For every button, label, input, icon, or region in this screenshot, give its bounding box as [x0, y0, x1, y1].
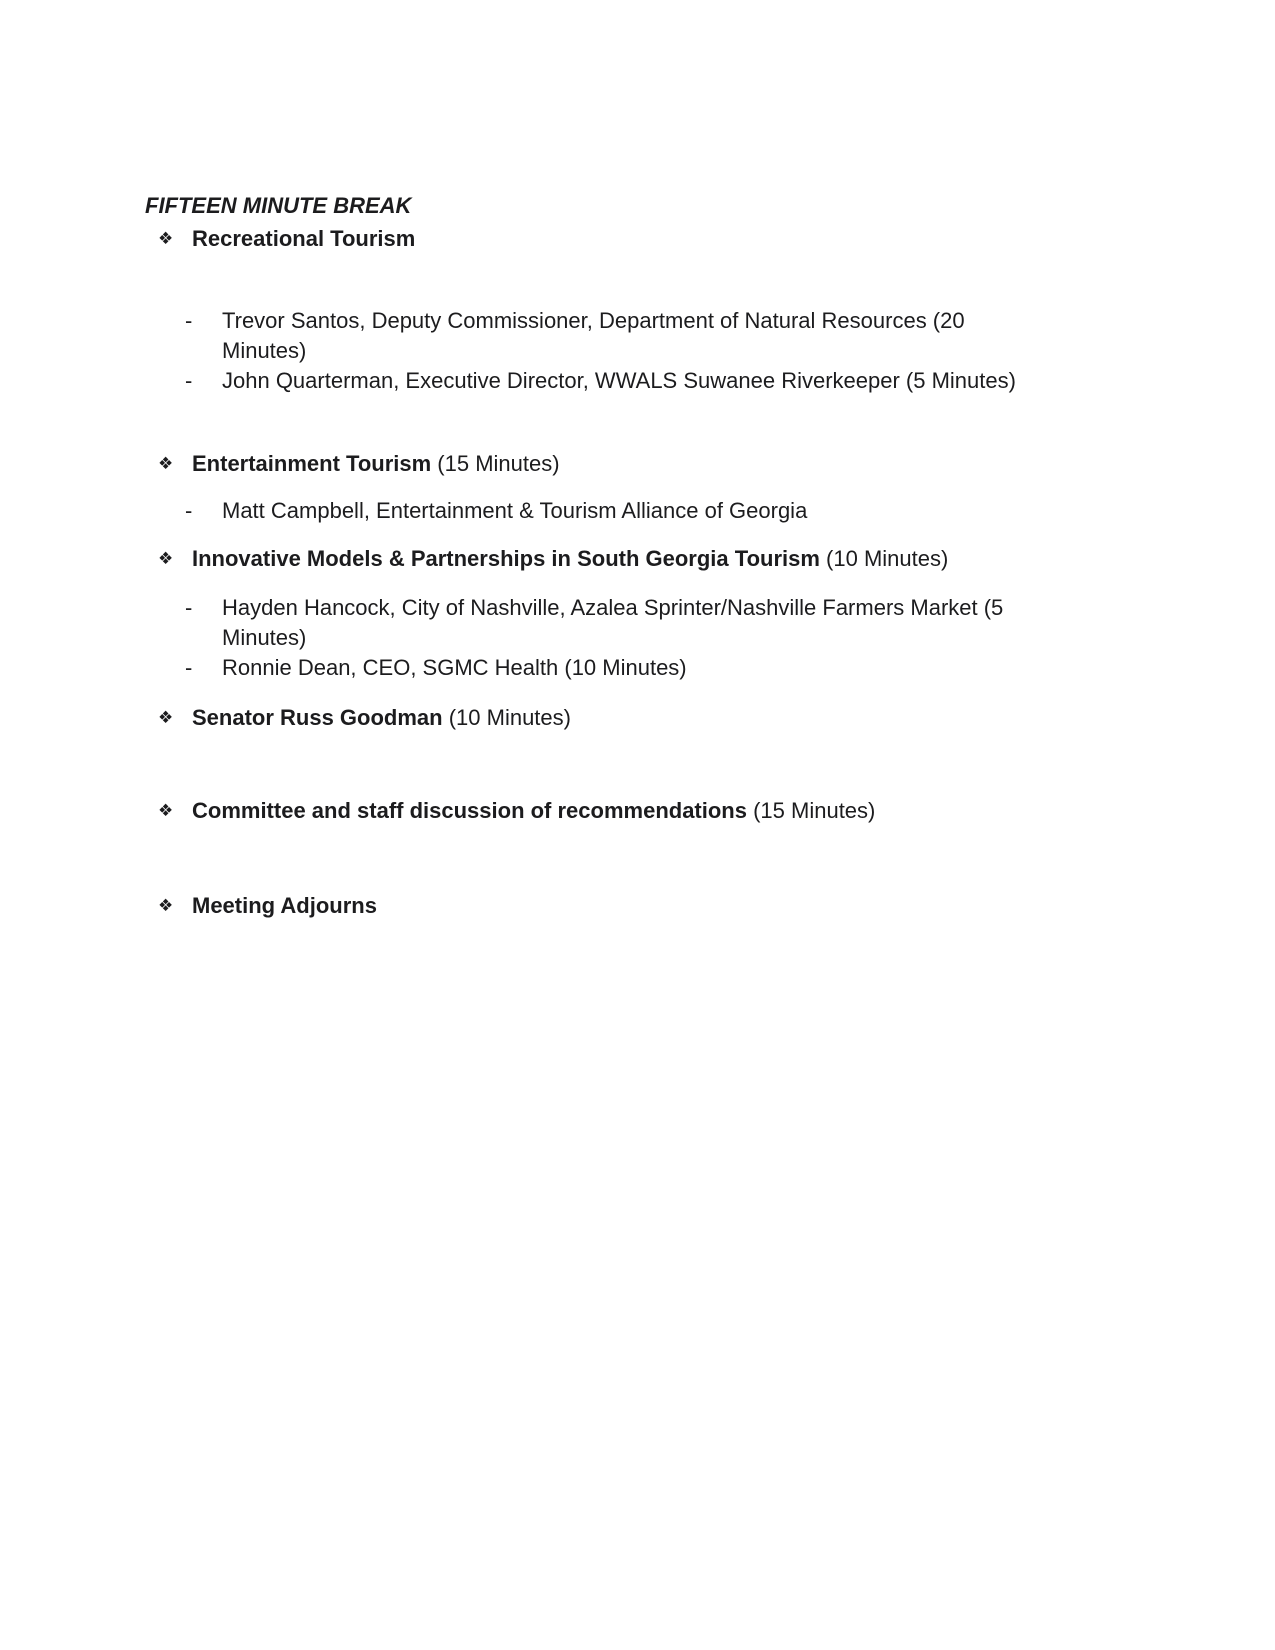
speaker-item — [185, 496, 1175, 526]
diamond-bullet-icon: ❖ — [158, 454, 174, 474]
diamond-bullet-icon: ❖ — [158, 229, 174, 249]
diamond-bullet-icon: ❖ — [158, 549, 174, 569]
speaker-line: John Quarterman, Executive Director, WWALS Suwanee Riverkeeper (5 Minutes) — [222, 368, 1016, 393]
agenda-item-title: Meeting Adjourns — [192, 893, 377, 918]
agenda-item-text — [192, 703, 571, 733]
speaker-list-recreational — [145, 306, 1175, 396]
agenda-item-title: Committee and staff discussion of recommendations — [192, 798, 747, 823]
speaker-item — [185, 366, 1175, 396]
agenda-item-title: Innovative Models & Partnerships in South Georgia Tourism — [192, 546, 820, 571]
agenda-item-text — [192, 544, 948, 574]
hyphen-bullet-icon: - — [185, 308, 193, 333]
agenda-item-duration: (10 Minutes) — [819, 546, 949, 571]
agenda-item-recreational-tourism — [158, 224, 1175, 254]
speaker-line: Hayden Hancock, City of Nashville, Azalea Sprinter/Nashville Farmers Market (5 — [222, 595, 1004, 620]
agenda-item-senator-russ-goodman — [158, 703, 1175, 733]
speaker-line: Ronnie Dean, CEO, SGMC Health (10 Minutes) — [222, 655, 687, 680]
speaker-text — [222, 366, 1016, 396]
hyphen-bullet-icon: - — [185, 368, 193, 393]
speaker-line: Trevor Santos, Deputy Commissioner, Department of Natural Resources (20 — [222, 308, 965, 333]
diamond-bullet-icon: ❖ — [158, 708, 174, 728]
agenda-item-title: Senator Russ Goodman — [192, 705, 443, 730]
speaker-list-innovative — [145, 593, 1175, 683]
speaker-line: Minutes) — [222, 338, 307, 363]
agenda-item-duration: (15 Minutes) — [431, 451, 560, 476]
agenda-item-entertainment-tourism — [158, 449, 1175, 479]
break-heading: FIFTEEN MINUTE BREAK — [145, 193, 412, 218]
speaker-text — [222, 306, 965, 366]
speaker-line: Matt Campbell, Entertainment & Tourism Alliance of Georgia — [222, 498, 808, 523]
hyphen-bullet-icon: - — [185, 595, 193, 620]
agenda-item-duration: (15 Minutes) — [746, 798, 876, 823]
speaker-item — [185, 306, 1175, 366]
agenda-item-title: Recreational Tourism — [192, 226, 416, 251]
speaker-text — [222, 593, 1003, 653]
agenda-item-title: Entertainment Tourism — [192, 451, 432, 476]
speaker-text — [222, 496, 807, 526]
agenda-item-duration: (10 Minutes) — [442, 705, 571, 730]
speaker-text — [222, 653, 687, 683]
agenda-item-committee-discussion — [158, 796, 1175, 826]
speaker-line: Minutes) — [222, 625, 307, 650]
agenda-item-text — [192, 891, 377, 921]
diamond-bullet-icon: ❖ — [158, 801, 174, 821]
hyphen-bullet-icon: - — [185, 655, 193, 680]
agenda-item-text — [192, 796, 875, 826]
agenda-item-innovative-models — [158, 544, 1175, 574]
agenda-item-text — [192, 449, 560, 479]
hyphen-bullet-icon: - — [185, 498, 193, 523]
agenda-item-text — [192, 224, 415, 254]
agenda-item-meeting-adjourns — [158, 891, 1175, 921]
speaker-item — [185, 593, 1175, 653]
speaker-item — [185, 653, 1175, 683]
speaker-list-entertainment — [145, 496, 1175, 526]
diamond-bullet-icon: ❖ — [158, 896, 174, 916]
